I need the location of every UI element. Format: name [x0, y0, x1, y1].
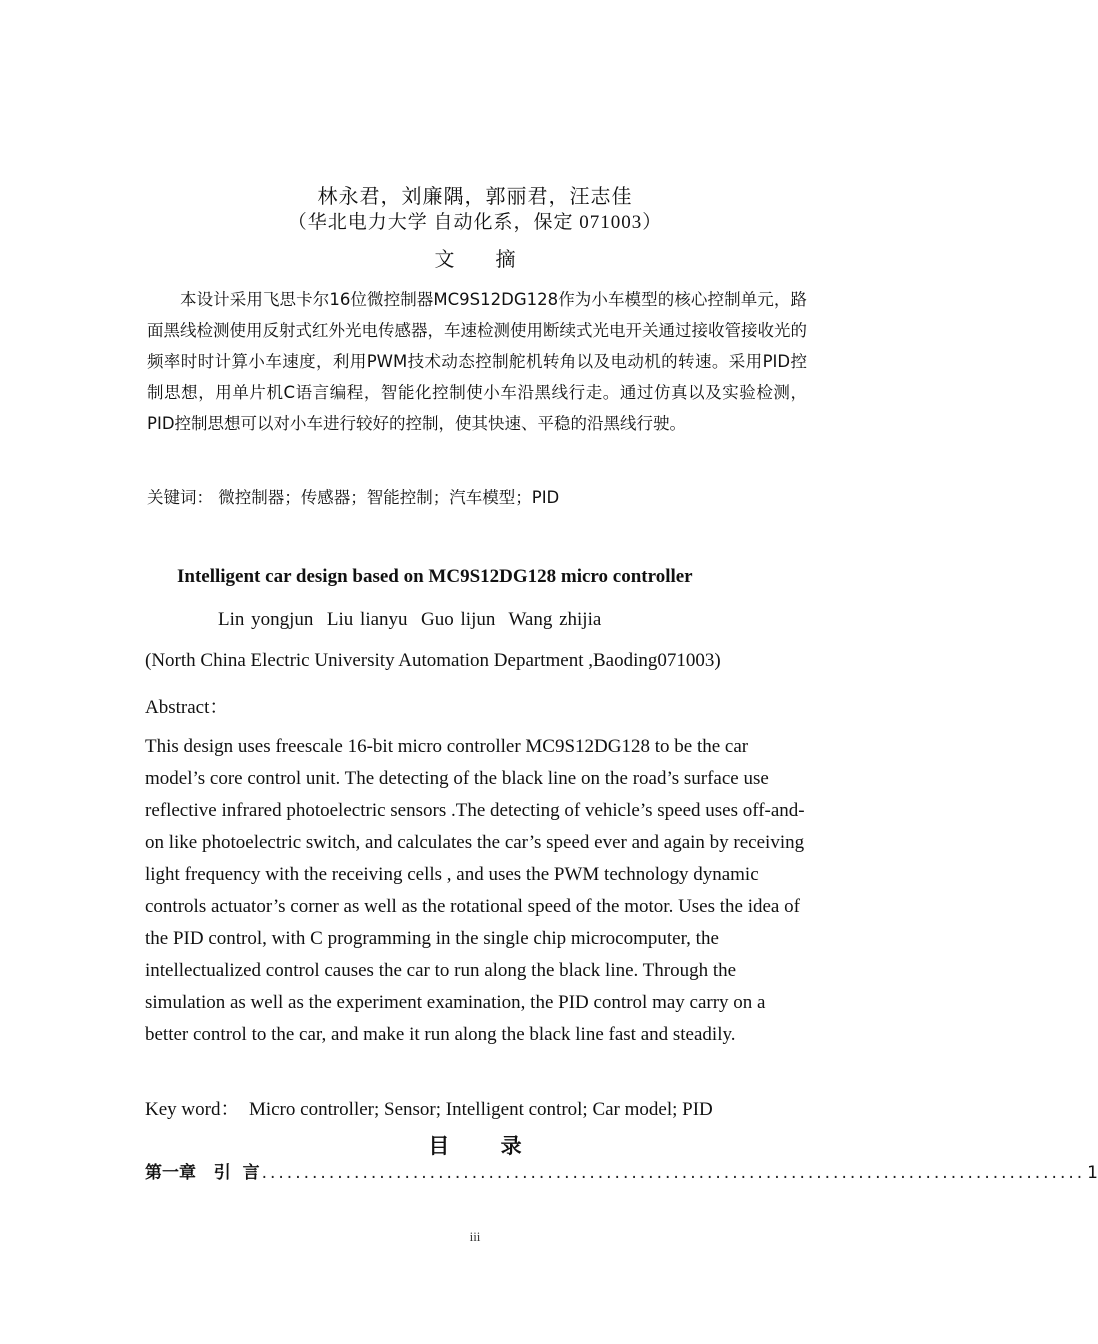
cn-authors: 林永君，刘廉隅，郭丽君，汪志佳: [317, 186, 633, 208]
en-title: Intelligent car design based on MC9S12DG128 micro controller: [177, 566, 693, 587]
cn-affiliation: （华北电力大学 自动化系，保定 071003）: [287, 212, 663, 233]
cn-abstract-title: 文 摘: [434, 249, 534, 271]
cn-abstract-text: 本设计采用飞思卡尔16位微控制器MC9S12DG128作为小车模型的核心控制单元，路面黑线检测使用反射式红外光电传感器，车速检测使用断续式光电开关通过接收管接收光的频率时时计算小车速度，利用PWM技术动态控制舵机转角以及电动机的转速。采用PID控制思想，用单片机C语言编程，智能化控制使小车沿黑线行走。通过仿真以及实验检测，PID控制思想可以对小车进行较好的控制，使其快速、平稳的沿黑线行驶。: [147, 290, 807, 433]
en-abstract-text: This design uses freescale 16-bit micro controller MC9S12DG128 to be the car model’s core control unit. The detecting of the black line on the road’s surface use reflective infrared photoelectric sensors .The detecting of vehicle’s speed uses off-and-on like photoelectric switch, and calculates the car’s speed ever and again by receiving light frequency with the receiving cells , and uses the PWM technology dynamic controls actuator’s corner as well as the rotational speed of the motor. Uses the idea of the PID control, with C programming in the single chip microcomputer, the intellectualized control causes the car to run along the black line. Through the simulation as well as the experiment examination, the PID control may carry on a better control to the car, and make it run along the black line fast and steadily.: [145, 736, 805, 1045]
page-number: iii: [469, 1229, 481, 1244]
en-authors: Lin yongjun Liu lianyu Guo lijun Wang zhijia: [218, 609, 602, 630]
toc-entry[interactable]: [145, 1158, 1098, 1184]
cn-keywords: 关键词： 微控制器；传感器；智能控制；汽车模型；PID: [147, 488, 560, 507]
toc-entry-label: 第一章 引 言: [145, 1163, 260, 1183]
en-affiliation: (North China Electric University Automation Department ,Baoding071003): [145, 650, 721, 671]
en-keywords: Key word： Micro controller; Sensor; Intelligent control; Car model; PID: [145, 1099, 713, 1120]
toc-entry-page: 1: [1087, 1163, 1098, 1183]
toc-title: 目 录: [428, 1134, 544, 1158]
toc-dot-leader: ..................................................................................................: [261, 1163, 1086, 1183]
en-abstract-label: Abstract：: [145, 697, 229, 718]
